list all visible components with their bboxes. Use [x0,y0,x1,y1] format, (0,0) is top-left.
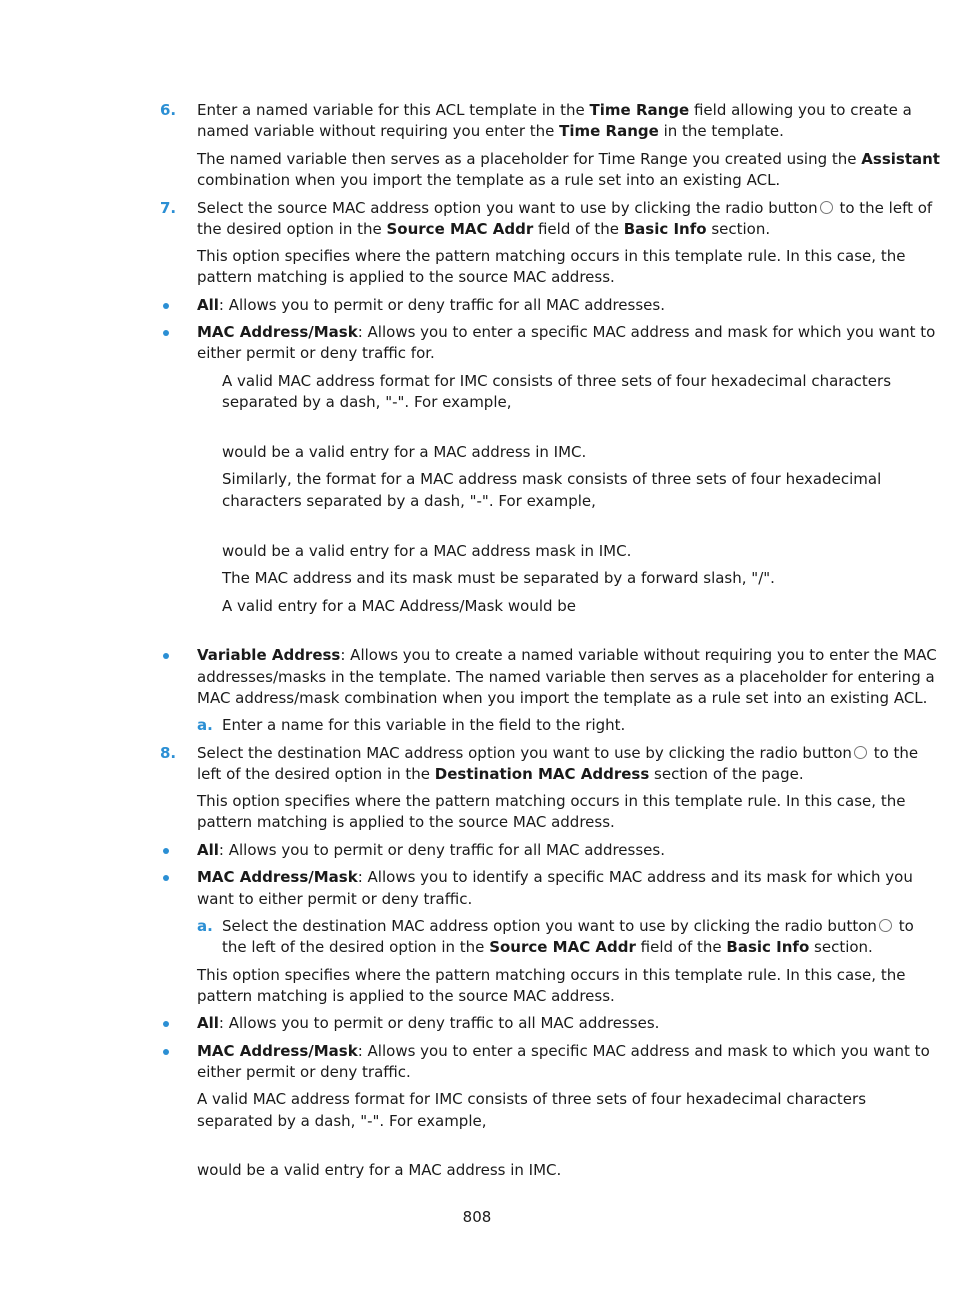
step-8-line-2: left of the desired option in the Destination MAC Address section of the page. [197,765,804,783]
bullet-mac-mask-line-1: MAC Address/Mask: Allows you to enter a specific MAC address and mask for which you want to [197,323,936,341]
mac-format-2-line-1: A valid MAC address format for IMC consists of three sets of four hexadecimal characters [197,1090,867,1108]
substep-letter-a: a. [197,716,213,734]
step-number-6: 6. [160,101,177,119]
mac-format-2-line-3: would be a valid entry for a MAC address in IMC. [197,1161,562,1179]
bullet-icon [163,303,169,309]
mask-format-line-2: characters separated by a dash, "-". For example, [222,492,596,510]
mask-format-line-3: would be a valid entry for a MAC address mask in IMC. [222,542,632,560]
radio-button-icon [820,201,833,214]
mac-format-line-3: would be a valid entry for a MAC address in IMC. [222,443,587,461]
bullet-icon [163,848,169,854]
bullet-mac-mask-line-2: either permit or deny traffic for. [197,344,435,362]
bullet-icon [163,1049,169,1055]
mask-format-line-1: Similarly, the format for a MAC address mask consists of three sets of four hexadecimal [222,470,882,488]
bullet-mac-mask-3-line-1: MAC Address/Mask: Allows you to enter a specific MAC address and mask to which you want to [197,1042,930,1060]
bullet-all-2: All: Allows you to permit or deny traffic for all MAC addresses. [197,841,665,859]
radio-button-icon [879,919,892,932]
valid-entry-note: A valid entry for a MAC Address/Mask would be [222,597,577,615]
bullet-variable-line-3: MAC address/mask combination when you import the template as a rule set into an existing ACL. [197,689,928,707]
step-6-para-2: combination when you import the template as a rule set into an existing ACL. [197,171,781,189]
step-7-line-2: the desired option in the Source MAC Addr field of the Basic Info section. [197,220,771,238]
step-7-para-1: This option specifies where the pattern matching occurs in this template rule. In this case, the [197,247,906,265]
bullet-icon [163,875,169,881]
step-8-line-1: Select the destination MAC address option you want to use by clicking the radio button to the [197,744,919,762]
bullet-all-3: All: Allows you to permit or deny traffic to all MAC addresses. [197,1014,660,1032]
step-8-para-2: pattern matching is applied to the source MAC address. [197,813,615,831]
substep-a2-line-2: the left of the desired option in the Source MAC Addr field of the Basic Info section. [222,938,873,956]
step-7-line-1: Select the source MAC address option you want to use by clicking the radio button to the left of [197,199,933,217]
bullet-variable-line-2: addresses/masks in the template. The named variable then serves as a placeholder for entering a [197,668,935,686]
bullet-mac-mask-3-line-2: either permit or deny traffic. [197,1063,411,1081]
step-8-para-1: This option specifies where the pattern matching occurs in this template rule. In this case, the [197,792,906,810]
substep-letter-a: a. [197,917,213,935]
mac-format-line-2: separated by a dash, "-". For example, [222,393,512,411]
page-number: 808 [462,1208,492,1226]
separator-note: The MAC address and its mask must be separated by a forward slash, "/". [222,569,775,587]
bullet-icon [163,330,169,336]
bullet-icon [163,653,169,659]
step-6-line-2: named variable without requiring you enter the Time Range in the template. [197,122,784,140]
mac-format-2-line-2: separated by a dash, "-". For example, [197,1112,487,1130]
bullet-mac-mask-2-line-2: want to either permit or deny traffic. [197,890,473,908]
step-6-line-1: Enter a named variable for this ACL template in the Time Range field allowing you to create a [197,101,912,119]
radio-button-icon [854,746,867,759]
substep-a-text: Enter a name for this variable in the field to the right. [222,716,626,734]
step-7-para-2: pattern matching is applied to the source MAC address. [197,268,615,286]
substep-a2-line-1: Select the destination MAC address option you want to use by clicking the radio button to [222,917,914,935]
bullet-mac-mask-2-line-1: MAC Address/Mask: Allows you to identify a specific MAC address and its mask for which you [197,868,913,886]
mac-format-line-1: A valid MAC address format for IMC consists of three sets of four hexadecimal characters [222,372,892,390]
bullet-all: All: Allows you to permit or deny traffic for all MAC addresses. [197,296,665,314]
step-8-para-3: This option specifies where the pattern matching occurs in this template rule. In this case, the [197,966,906,984]
bullet-icon [163,1021,169,1027]
bullet-variable-line-1: Variable Address: Allows you to create a named variable without requiring you to enter the MAC [197,646,937,664]
step-number-7: 7. [160,199,177,217]
step-6-para-1: The named variable then serves as a placeholder for Time Range you created using the Assistant [197,150,940,168]
step-number-8: 8. [160,744,177,762]
step-8-para-4: pattern matching is applied to the source MAC address. [197,987,615,1005]
